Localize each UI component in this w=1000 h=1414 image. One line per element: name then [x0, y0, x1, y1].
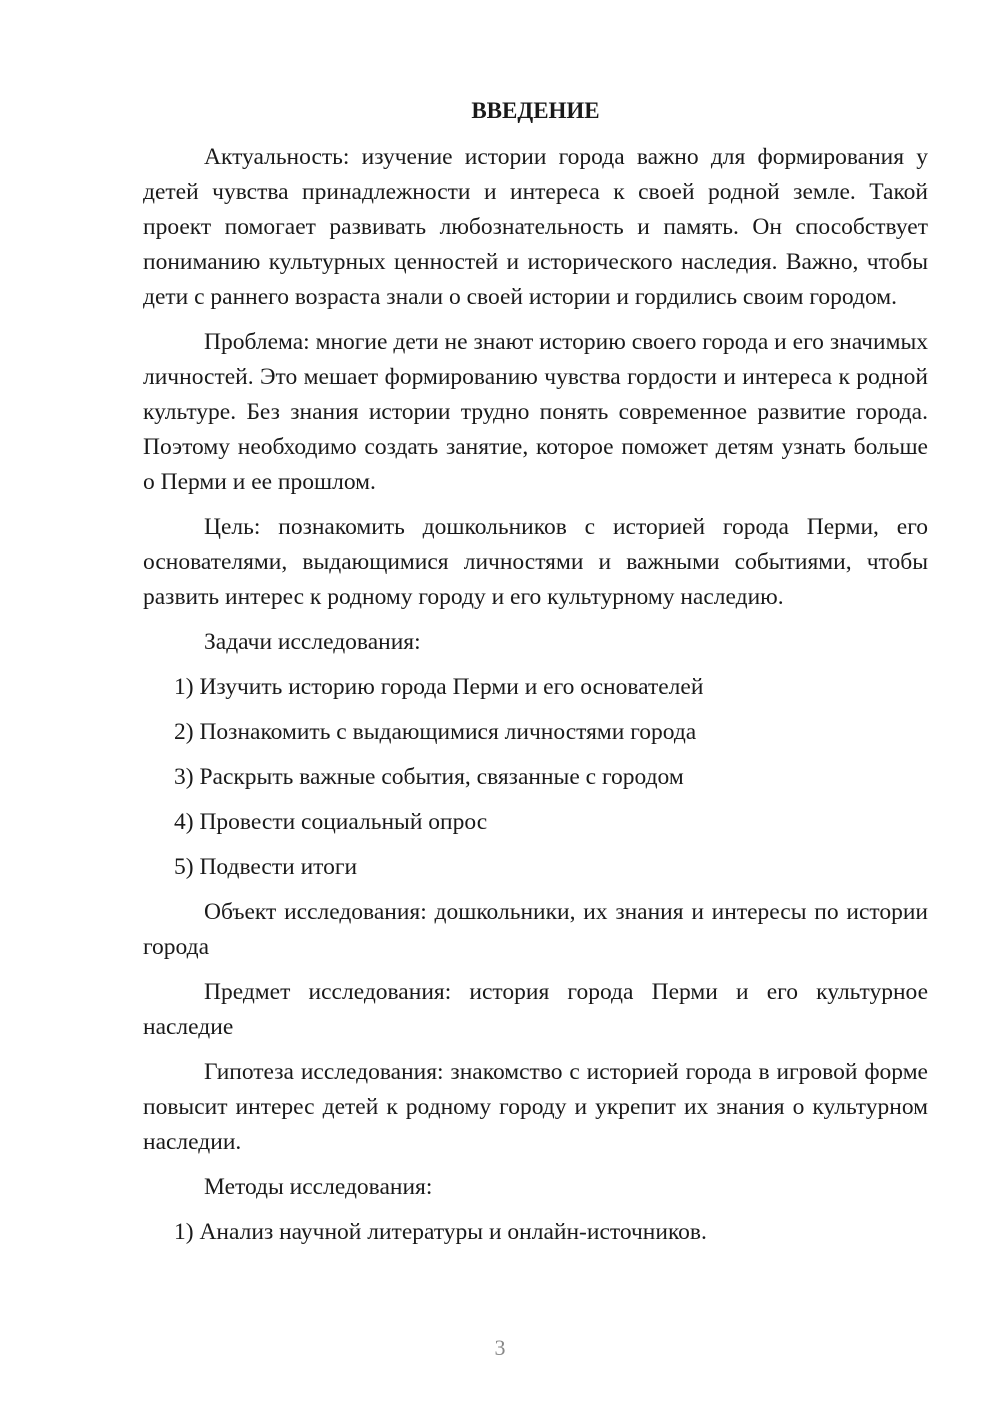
page-number: 3	[494, 1335, 506, 1360]
methods-heading: Методы исследования:	[204, 1174, 433, 1200]
document-page	[143, 95, 928, 1260]
task-item-3: 3) Раскрыть важные события, связанные с городом	[174, 764, 684, 790]
document-title: ВВЕДЕНИЕ	[471, 98, 600, 123]
paragraph-relevance: Актуальность: изучение истории города важно для формирования у детей чувства принадлежности и интереса к своей родной земле. Такой проект помогает развивать любознательность и память. Он способствует пониманию культурных ценностей и исторического наследия. Важно, чтобы дети с раннего возраста знали о своей истории и гордились своим городом.	[143, 144, 928, 310]
tasks-heading: Задачи исследования:	[204, 629, 421, 655]
paragraph-problem: Проблема: многие дети не знают историю своего города и его значимых личностей. Это мешает формированию чувства гордости и интереса к родной культуре. Без знания истории трудно понять современное развитие города. Поэтому необходимо создать занятие, которое поможет детям узнать больше о Перми и ее прошлом.	[143, 329, 928, 495]
paragraph-hypothesis: Гипотеза исследования: знакомство с историей города в игровой форме повысит интерес детей к родному городу и укрепит их знания о культурном наследии.	[143, 1059, 928, 1155]
paragraph-object: Объект исследования: дошкольники, их знания и интересы по истории города	[143, 899, 928, 960]
paragraph-subject: Предмет исследования: история города Перми и его культурное наследие	[143, 979, 928, 1040]
paragraph-goal: Цель: познакомить дошкольников с историей города Перми, его основателями, выдающимися личностями и важными событиями, чтобы развить интерес к родному городу и его культурному наследию.	[143, 514, 928, 610]
task-item-5: 5) Подвести итоги	[174, 854, 358, 880]
task-item-4: 4) Провести социальный опрос	[174, 809, 488, 835]
task-item-1: 1) Изучить историю города Перми и его основателей	[174, 674, 704, 700]
method-item-1: 1) Анализ научной литературы и онлайн-источников.	[174, 1219, 707, 1245]
task-item-2: 2) Познакомить с выдающимися личностями города	[174, 719, 697, 745]
